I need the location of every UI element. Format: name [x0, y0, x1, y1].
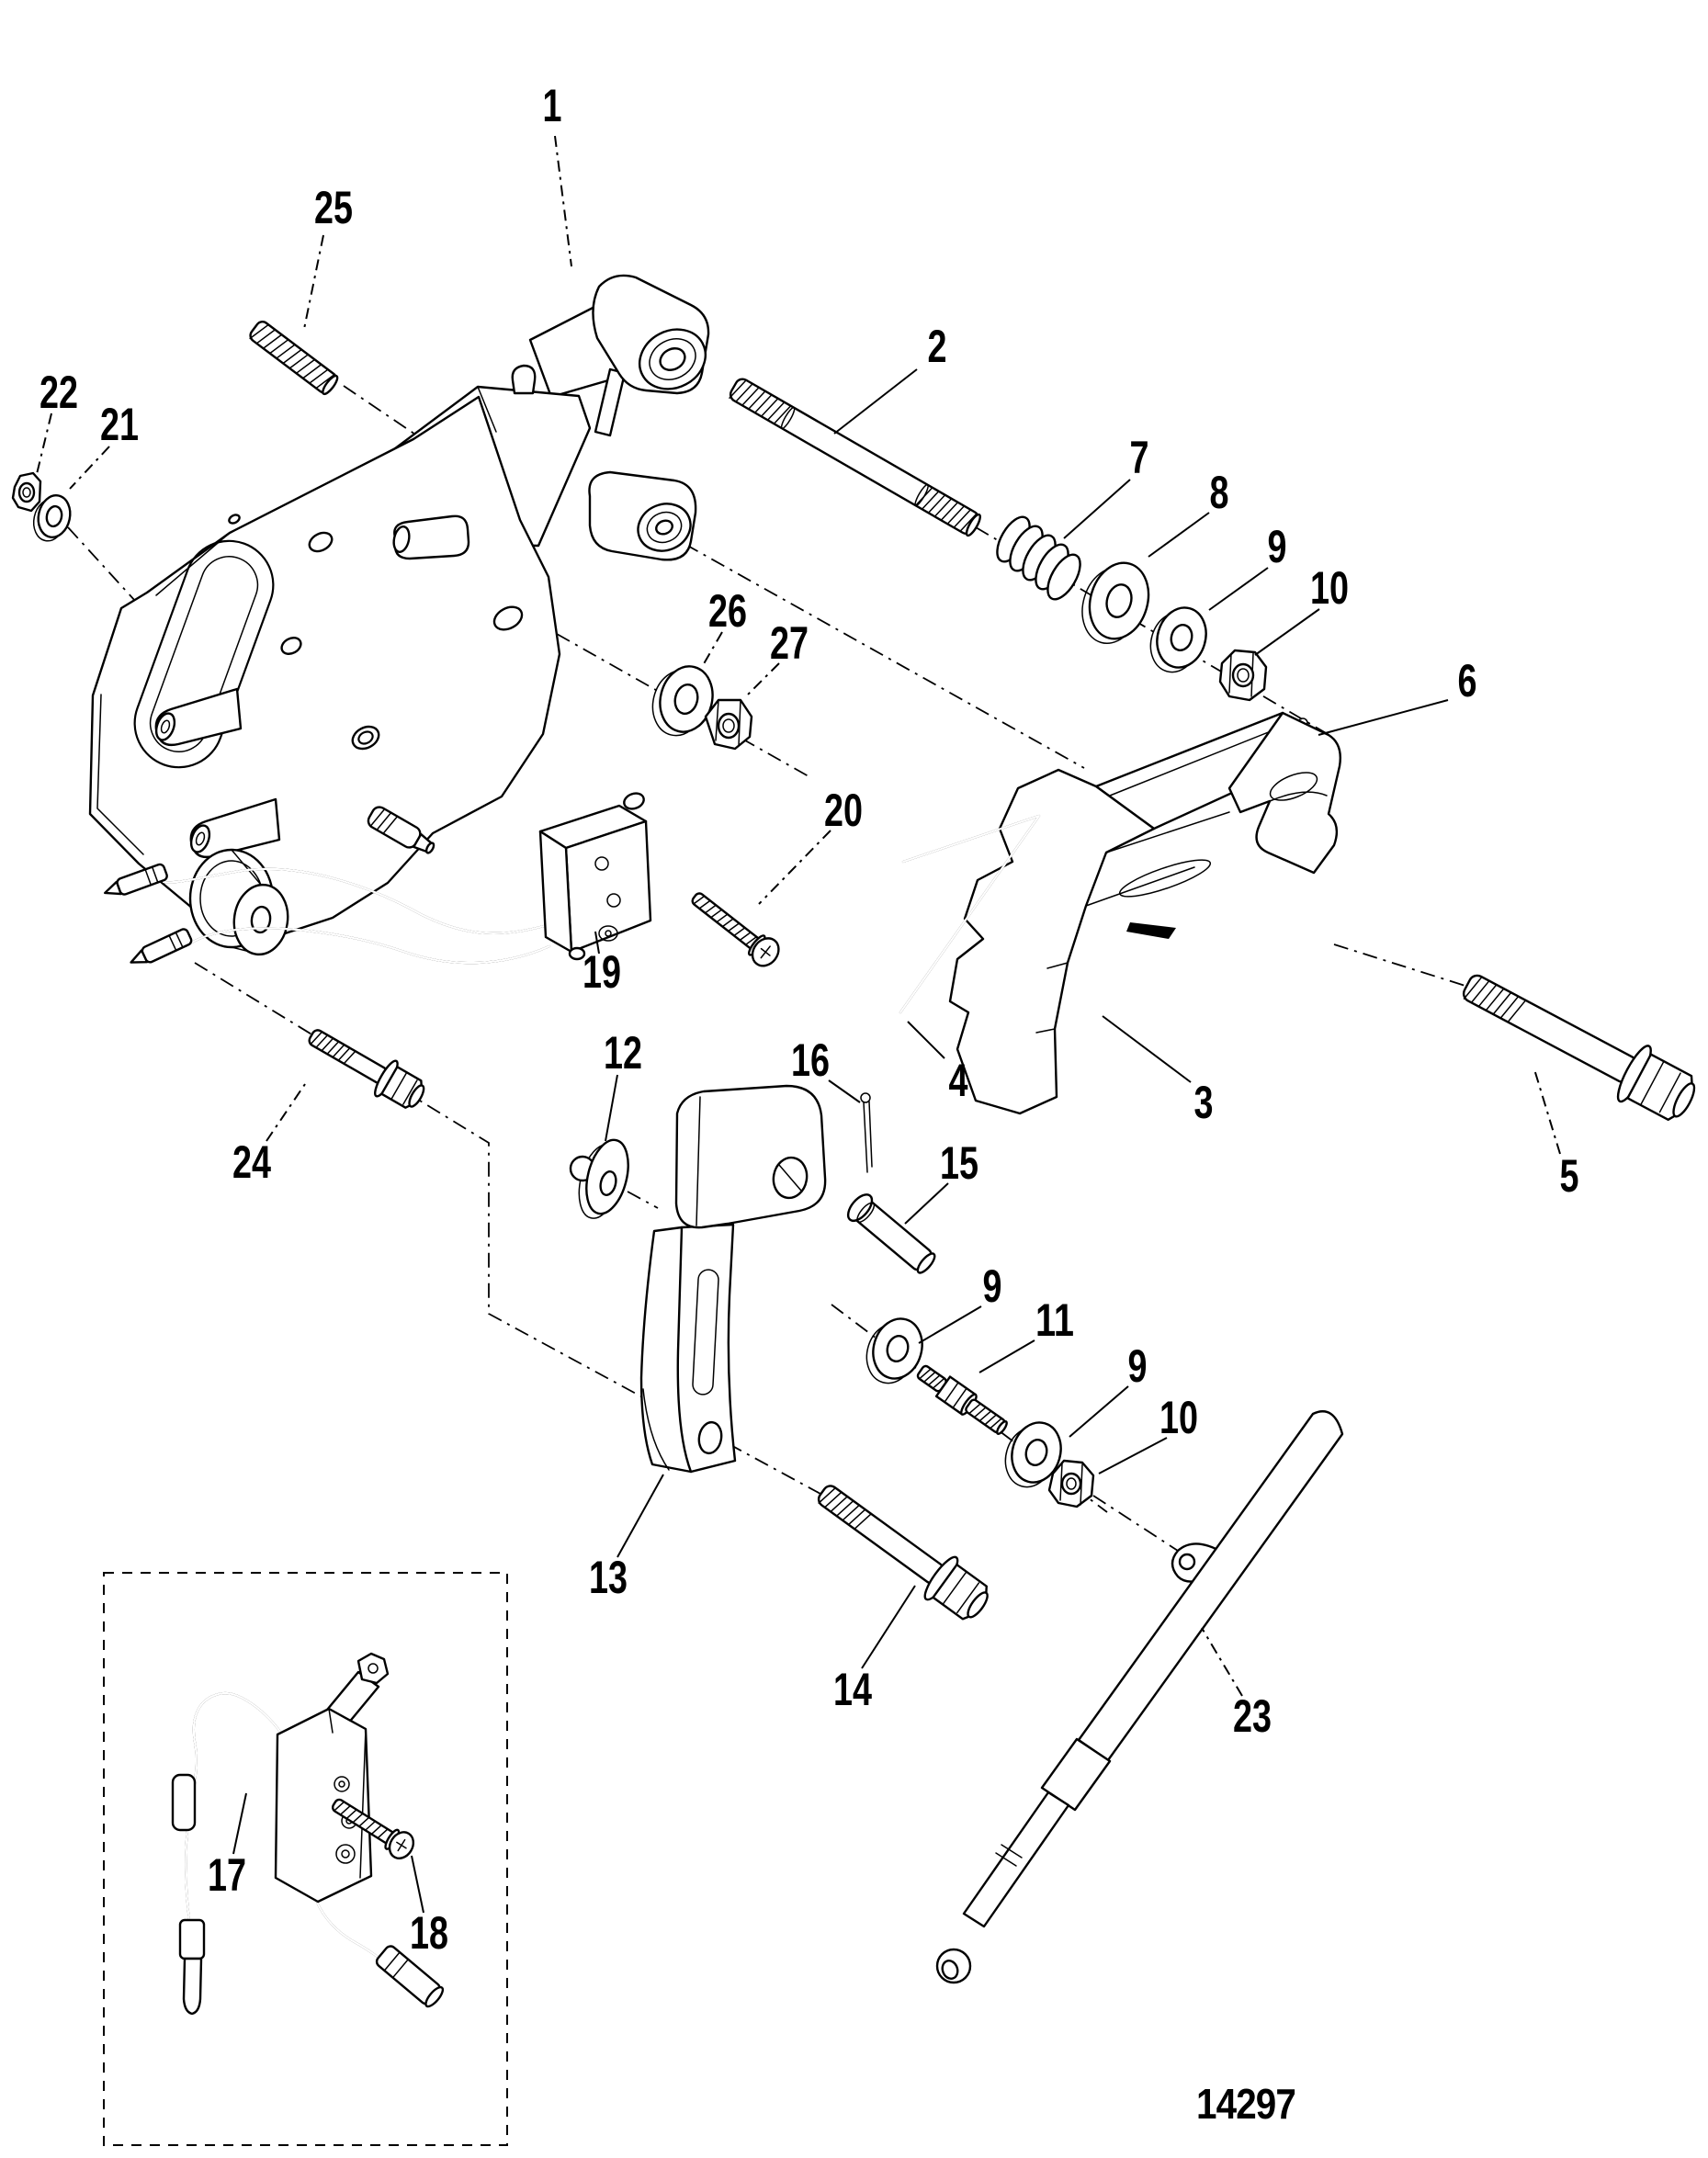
part-25-stud [248, 319, 340, 396]
callout-3: 3 [1193, 1077, 1214, 1128]
part-8-washer [1074, 556, 1158, 650]
callout-15: 15 [940, 1137, 978, 1189]
callout-9-c: 9 [1127, 1340, 1148, 1392]
leader-10-a [1255, 609, 1319, 655]
part-16-cotter-pin [861, 1093, 872, 1172]
leader-22 [37, 413, 51, 474]
callout-16: 16 [791, 1034, 830, 1086]
callout-25: 25 [314, 182, 353, 233]
part-23-shift-shaft [937, 1411, 1342, 1983]
leader-2 [834, 369, 917, 434]
leader-8 [1148, 513, 1209, 557]
callout-22: 22 [40, 367, 78, 418]
callout-23: 23 [1233, 1690, 1272, 1742]
callout-10-b: 10 [1159, 1392, 1198, 1443]
callout-17: 17 [208, 1849, 246, 1901]
callout-13: 13 [589, 1552, 628, 1603]
callout-1: 1 [542, 80, 562, 131]
leader-6 [1318, 700, 1448, 735]
callout-9-a: 9 [1267, 521, 1287, 572]
leader-13 [617, 1474, 663, 1557]
leader-5 [1534, 1069, 1560, 1154]
leader-11 [979, 1340, 1035, 1373]
callout-27: 27 [770, 617, 809, 669]
part-26-washer [646, 661, 719, 740]
part-2-stud [728, 377, 982, 537]
callout-layer [37, 80, 1579, 1959]
leader-4 [908, 1022, 944, 1058]
leader-14 [862, 1586, 915, 1668]
callout-6: 6 [1457, 655, 1477, 706]
part-24-bolt [301, 1018, 431, 1116]
callout-7: 7 [1129, 432, 1149, 483]
callout-19: 19 [583, 946, 621, 998]
callout-10-a: 10 [1310, 562, 1349, 614]
leader-10-b [1099, 1438, 1167, 1474]
wire-terminal [102, 864, 168, 901]
leader-23 [1202, 1628, 1242, 1696]
callout-12: 12 [604, 1027, 642, 1079]
part-22-nut [13, 473, 40, 511]
leader-12 [605, 1075, 617, 1141]
leader-21 [70, 446, 109, 489]
leader-25 [304, 235, 323, 329]
part-13-clevis-bracket [641, 1086, 825, 1472]
figure-number: 14297 [1196, 2080, 1295, 2128]
callout-8: 8 [1209, 467, 1229, 518]
part-7-spring [990, 512, 1087, 604]
leader-3 [1103, 1016, 1191, 1082]
part-12-clip [571, 1135, 635, 1223]
callout-26: 26 [708, 585, 747, 637]
part-3-shift-lever [950, 713, 1340, 1113]
leader-9-b [919, 1306, 981, 1343]
leader-17 [233, 1793, 246, 1854]
part-9-washer-a [1144, 602, 1213, 678]
callout-9-b: 9 [982, 1260, 1002, 1312]
callout-11: 11 [1035, 1294, 1074, 1346]
callout-4: 4 [948, 1055, 968, 1106]
part-5-bolt [1453, 957, 1704, 1131]
part-20-screw [685, 885, 784, 971]
leader-1 [555, 136, 571, 266]
leader-26 [702, 632, 722, 667]
wire-terminal [128, 928, 193, 970]
leader-18 [412, 1856, 424, 1913]
callout-5: 5 [1559, 1150, 1579, 1202]
callout-21: 21 [100, 399, 139, 450]
leader-7 [1064, 480, 1130, 538]
leader-24 [266, 1084, 305, 1141]
leader-20 [759, 830, 831, 904]
part-27-nut [706, 700, 752, 749]
callout-2: 2 [927, 321, 947, 372]
callout-14: 14 [833, 1664, 873, 1715]
leader-9-a [1209, 568, 1268, 610]
callout-24: 24 [232, 1136, 272, 1188]
part-10-locknut-a [1220, 650, 1266, 700]
part-11-stud [914, 1361, 1012, 1439]
leader-15 [905, 1183, 948, 1224]
leader-9-c [1069, 1386, 1128, 1437]
callout-20: 20 [824, 785, 863, 836]
leader-16 [829, 1080, 860, 1102]
callout-18: 18 [410, 1907, 448, 1959]
